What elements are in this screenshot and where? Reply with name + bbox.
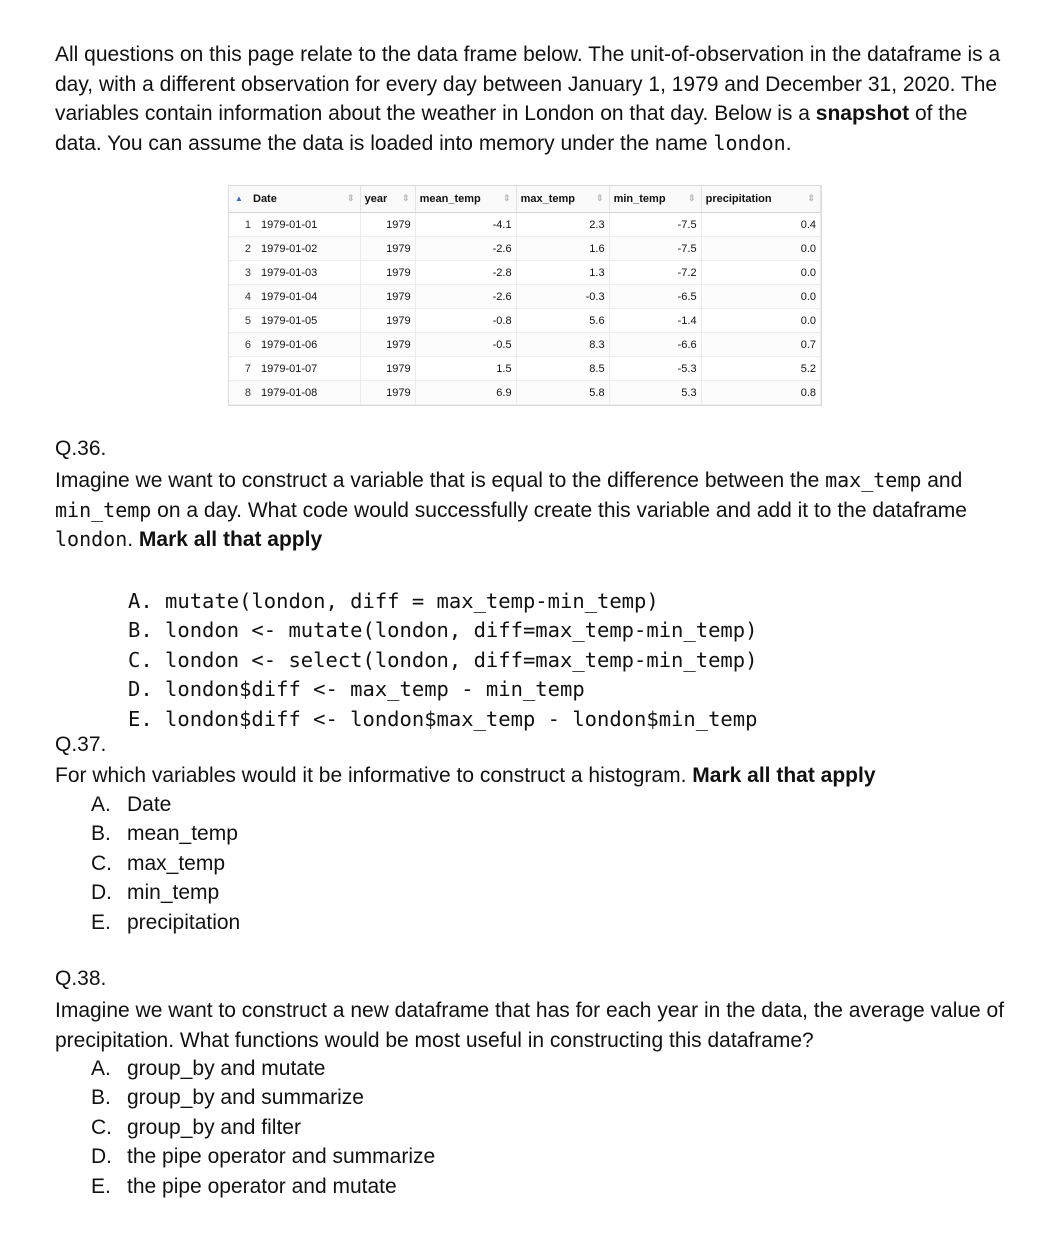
option-letter: B. [91,822,111,846]
option-letter: D. [91,1145,112,1169]
table-cell: 8.3 [516,333,609,357]
table-cell: 0.0 [701,237,820,261]
table-cell: 1979-01-08 [257,381,360,405]
table-cell: -5.3 [609,357,701,381]
q36-option-a[interactable]: A. mutate(london, diff = max_temp-min_temp) [128,588,659,613]
table-cell: 0.7 [701,333,820,357]
table-cell: 1979-01-04 [257,285,360,309]
q37-options [91,790,240,937]
table-cell: 0.0 [701,285,820,309]
sort-icon: ⇕ [807,193,815,203]
q38-option-d[interactable] [91,1142,435,1171]
table-cell: 1979-01-02 [257,237,360,261]
option-text: group_by and summarize [127,1086,364,1110]
table-cell: 1.3 [516,261,609,285]
option-text: Date [127,793,172,816]
q37-option-d[interactable] [91,878,240,907]
table-cell: 1979 [360,357,415,381]
table-cell: -6.6 [609,333,701,357]
table-cell: 1979 [360,237,415,261]
sort-icon: ⇕ [688,193,696,203]
table-cell: -2.6 [415,285,516,309]
q37-text-body: For which variables would it be informative to construct a histogram. [55,764,693,787]
table-cell: -7.5 [609,213,701,237]
data-table [228,185,822,406]
table-cell: -4.1 [415,213,516,237]
option-text: mean_temp [127,822,238,846]
q36-code-min: min_temp [55,497,152,522]
header-label: year [364,193,388,205]
table-cell: 1979 [360,309,415,333]
sort-icon: ⇕ [503,193,511,203]
option-letter: B. [91,1086,111,1110]
q37-bold: Mark all that apply [692,764,876,787]
table-cell: -0.3 [516,285,609,309]
q36-option-c[interactable]: C. london <- select(london, diff=max_temp-min_temp) [128,647,758,672]
header-year[interactable] [360,186,415,213]
table-cell: 1979-01-03 [257,261,360,285]
option-letter: C. [91,1115,112,1139]
q36-code-max: max_temp [825,468,922,492]
table-cell: 0.0 [701,309,820,333]
row-number: 6 [229,333,257,357]
q36-options [128,557,757,764]
row-number: 8 [229,381,257,405]
q36-text-1: Imagine we want to construct a variable that is equal to the difference between the [55,469,826,492]
table-row [229,237,821,261]
row-number: 3 [229,261,257,285]
option-text: min_temp [127,881,220,905]
header-label: Date [253,193,277,205]
table-header-row [229,186,821,213]
option-text: group_by and mutate [127,1057,326,1080]
table-row [229,213,821,237]
table-cell: -2.6 [415,237,516,261]
table-row [229,357,821,381]
sort-icon: ⇕ [596,193,604,203]
header-max-temp[interactable] [516,186,609,213]
q37-option-b[interactable] [91,819,240,848]
table-cell: 5.8 [516,381,609,405]
header-mean-temp[interactable] [415,186,516,213]
intro-code: london [713,130,786,155]
intro-text-2: of the data. You can assume the data is loaded into memory under the name [55,102,968,155]
table-cell: 0.0 [701,261,820,285]
table-cell: 1979 [360,261,415,285]
header-date[interactable] [229,186,360,213]
q38-option-a[interactable] [91,1054,435,1083]
table-cell: 1979 [360,213,415,237]
table-cell: 1979-01-06 [257,333,360,357]
table-cell: 6.9 [415,381,516,405]
q38-option-c[interactable] [91,1113,435,1142]
q36-text-4: . [127,528,139,551]
q38-label: Q.38. [55,967,107,990]
table-row [229,261,821,285]
table-cell: 0.4 [701,213,820,237]
row-number: 1 [229,213,257,237]
header-label: precipitation [705,193,772,205]
table-cell: 1979-01-05 [257,309,360,333]
header-label: max_temp [520,193,576,205]
q38-option-e[interactable] [91,1172,435,1201]
q38-options [91,1054,435,1201]
row-number: 2 [229,237,257,261]
option-letter: A. [91,1057,111,1080]
row-number: 4 [229,285,257,309]
intro-paragraph [55,40,1005,158]
option-letter: D. [91,881,112,905]
table-cell: 1979 [360,333,415,357]
header-min-temp[interactable] [609,186,701,213]
table-cell: 5.3 [609,381,701,405]
table-row [229,381,821,405]
table-cell: -0.8 [415,309,516,333]
option-text: the pipe operator and summarize [127,1145,436,1169]
option-letter: A. [91,793,111,816]
option-text: precipitation [127,910,241,934]
q37-label: Q.37. [55,733,107,756]
row-number: 7 [229,357,257,381]
table-cell: 0.8 [701,381,820,405]
table-cell: -0.5 [415,333,516,357]
option-letter: C. [91,851,112,875]
table-cell: 1979-01-07 [257,357,360,381]
q37-text [55,761,1005,791]
header-label: min_temp [613,193,666,205]
table-cell: -6.5 [609,285,701,309]
intro-bold: snapshot [815,102,910,125]
table-row [229,333,821,357]
table-cell: 8.5 [516,357,609,381]
q36-code-london: london [55,527,128,551]
table-cell: -1.4 [609,309,701,333]
header-label: mean_temp [419,193,481,205]
q37-option-a[interactable] [91,790,240,819]
option-text: max_temp [127,851,226,875]
table-cell: 1979 [360,381,415,405]
option-text: the pipe operator and mutate [127,1174,397,1198]
table-cell: -7.5 [609,237,701,261]
table-cell: 1.5 [415,357,516,381]
option-text: group_by and filter [127,1115,301,1139]
q36-label: Q.36. [55,437,107,460]
table-cell: 2.3 [516,213,609,237]
table-cell: 1979-01-01 [257,213,360,237]
q36-option-e[interactable]: E. london$diff <- london$max_temp - london$min_temp [128,706,758,731]
intro-text-3: . [785,131,792,155]
table-cell: 5.2 [701,357,820,381]
q38-option-b[interactable] [91,1083,435,1112]
table-cell: -7.2 [609,261,701,285]
table-cell: 5.6 [516,309,609,333]
q38-text: Imagine we want to construct a new dataframe that has for each year in the data, the average value of precipitation. What functions would be most useful in constructing this dataframe? [55,999,1005,1052]
table-row [229,309,821,333]
q36-text-3: on a day. What code would successfully create this variable and add it to the dataframe [151,498,967,522]
q36-option-d[interactable]: D. london$diff <- max_temp - min_temp [128,677,585,701]
sort-asc-icon: ▲ [235,194,243,203]
table-cell: 1.6 [516,237,609,261]
q36-option-b[interactable]: B. london <- mutate(london, diff=max_temp-min_temp) [128,618,758,642]
option-letter: E. [91,1174,111,1198]
header-precipitation[interactable] [701,186,820,213]
q37-option-c[interactable] [91,849,240,878]
q36-text [55,466,1005,555]
row-number: 5 [229,309,257,333]
table-cell: -2.8 [415,261,516,285]
q36-bold: Mark all that apply [138,528,323,551]
intro-text: All questions on this page relate to the data frame below. The unit-of-observation in the dataframe is a day, with a different observation for every day between January 1, 1979 and December 31, 2020. The variables contain information about the weather in London on that day. Below is a [55,43,1001,125]
q37-option-e[interactable] [91,908,240,937]
sort-icon: ⇕ [347,193,355,203]
option-letter: E. [91,910,111,934]
q36-text-2: and [921,469,963,492]
table-cell: 1979 [360,285,415,309]
table-row [229,285,821,309]
sort-icon: ⇕ [402,193,410,203]
